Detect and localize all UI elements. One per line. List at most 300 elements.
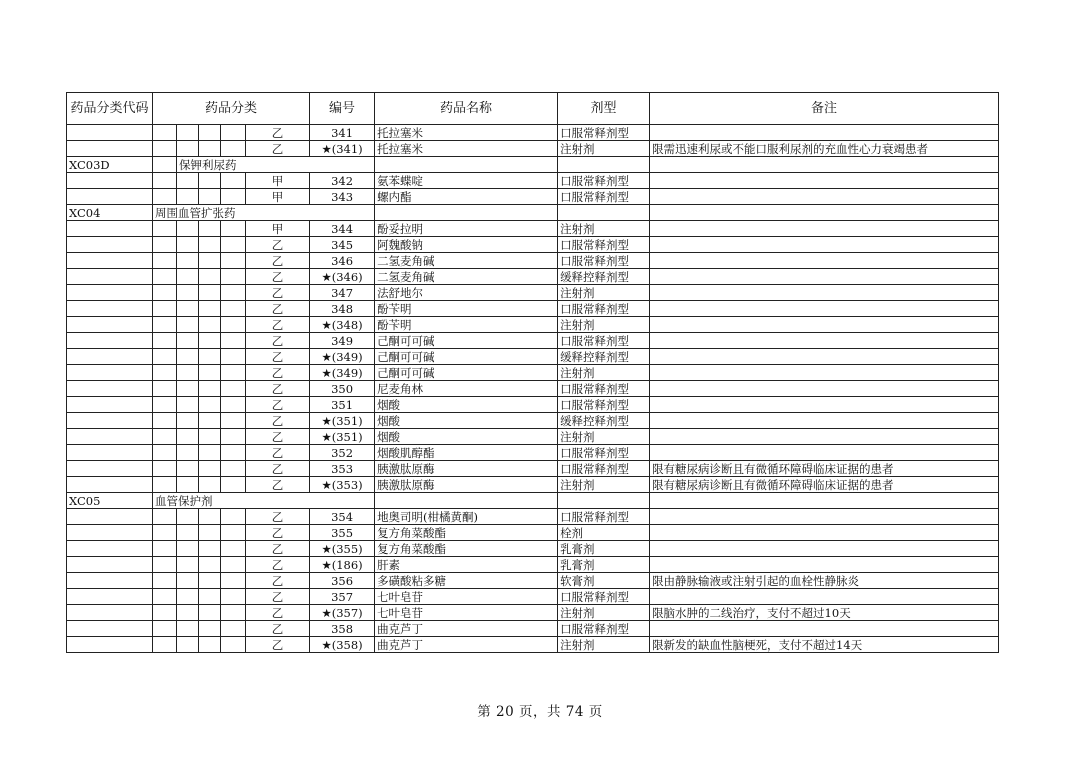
grade-cell: 甲 — [246, 221, 310, 237]
level-4-cell — [221, 541, 246, 557]
remark-cell — [650, 429, 999, 445]
grade-cell: 乙 — [246, 445, 310, 461]
header-remark: 备注 — [650, 93, 999, 125]
level-4-cell — [221, 125, 246, 141]
remark-cell — [650, 509, 999, 525]
number-cell: 345 — [310, 237, 375, 253]
remark-cell — [650, 349, 999, 365]
header-form: 剂型 — [558, 93, 650, 125]
number-cell: 348 — [310, 301, 375, 317]
form-cell — [558, 493, 650, 509]
level-4-cell — [221, 301, 246, 317]
dosage-form-cell: 注射剂 — [558, 429, 650, 445]
level-4-cell — [221, 445, 246, 461]
code-cell — [67, 269, 153, 285]
code-cell — [67, 461, 153, 477]
dosage-form-cell: 注射剂 — [558, 221, 650, 237]
drug-name-cell: 烟酸 — [375, 413, 558, 429]
level-4-cell — [221, 461, 246, 477]
remark-cell — [650, 541, 999, 557]
category-code: XC05 — [67, 493, 153, 509]
grade-cell: 乙 — [246, 429, 310, 445]
grade-cell: 乙 — [246, 365, 310, 381]
table-row — [67, 141, 999, 157]
category-code: XC03D — [67, 157, 153, 173]
table-row — [67, 557, 999, 573]
level-4-cell — [221, 477, 246, 493]
table-row — [67, 605, 999, 621]
number-cell: ★(353) — [310, 477, 375, 493]
number-cell: 346 — [310, 253, 375, 269]
code-cell — [67, 621, 153, 637]
level-2-cell — [177, 285, 199, 301]
code-cell — [67, 525, 153, 541]
level-2-cell — [177, 461, 199, 477]
name-cell — [375, 205, 558, 221]
level-4-cell — [221, 429, 246, 445]
table-row — [67, 125, 999, 141]
grade-cell: 乙 — [246, 525, 310, 541]
level-1-cell — [153, 541, 177, 557]
table-row — [67, 365, 999, 381]
code-cell — [67, 173, 153, 189]
code-cell — [67, 237, 153, 253]
grade-cell: 乙 — [246, 541, 310, 557]
level-3-cell — [199, 461, 221, 477]
drug-name-cell: 七叶皂苷 — [375, 589, 558, 605]
drug-catalog-sheet — [66, 92, 998, 653]
level-2-cell — [177, 589, 199, 605]
category-label: 周围血管扩张药 — [153, 205, 375, 221]
level-3-cell — [199, 173, 221, 189]
drug-name-cell: 己酮可可碱 — [375, 333, 558, 349]
level-4-cell — [221, 253, 246, 269]
form-cell — [558, 157, 650, 173]
level-3-cell — [199, 269, 221, 285]
number-cell: ★(357) — [310, 605, 375, 621]
header-category: 药品分类 — [153, 93, 310, 125]
number-cell: ★(349) — [310, 365, 375, 381]
dosage-form-cell: 口服常释剂型 — [558, 173, 650, 189]
code-cell — [67, 397, 153, 413]
table-row — [67, 621, 999, 637]
code-cell — [67, 541, 153, 557]
remark-cell — [650, 525, 999, 541]
level-4-cell — [221, 333, 246, 349]
level-3-cell — [199, 141, 221, 157]
level-3-cell — [199, 317, 221, 333]
level-1-cell — [153, 445, 177, 461]
section-row — [67, 157, 999, 173]
level-4-cell — [221, 573, 246, 589]
number-cell: ★(346) — [310, 269, 375, 285]
level-2-cell — [177, 125, 199, 141]
level-1-cell — [153, 573, 177, 589]
level-3-cell — [199, 285, 221, 301]
level-4-cell — [221, 637, 246, 653]
drug-name-cell: 己酮可可碱 — [375, 365, 558, 381]
dosage-form-cell: 口服常释剂型 — [558, 333, 650, 349]
level-2-cell — [177, 557, 199, 573]
level-4-cell — [221, 397, 246, 413]
level-1-cell — [153, 141, 177, 157]
drug-name-cell: 复方角菜酸酯 — [375, 525, 558, 541]
number-cell: 349 — [310, 333, 375, 349]
level-4-cell — [221, 141, 246, 157]
level-2-cell — [177, 637, 199, 653]
level-2-cell — [177, 253, 199, 269]
code-cell — [67, 189, 153, 205]
number-cell: ★(355) — [310, 541, 375, 557]
drug-name-cell: 烟酸 — [375, 397, 558, 413]
section-row — [67, 493, 999, 509]
code-cell — [67, 349, 153, 365]
level-4-cell — [221, 605, 246, 621]
drug-name-cell: 肝素 — [375, 557, 558, 573]
grade-cell: 甲 — [246, 173, 310, 189]
number-cell: 355 — [310, 525, 375, 541]
table-row — [67, 221, 999, 237]
table-row — [67, 333, 999, 349]
number-cell: 357 — [310, 589, 375, 605]
level-2-cell — [177, 605, 199, 621]
grade-cell: 乙 — [246, 573, 310, 589]
code-cell — [67, 445, 153, 461]
dosage-form-cell: 乳膏剂 — [558, 557, 650, 573]
remark-cell — [650, 413, 999, 429]
category-label: 血管保护剂 — [153, 493, 375, 509]
level-4-cell — [221, 509, 246, 525]
dosage-form-cell: 口服常释剂型 — [558, 621, 650, 637]
number-cell: 350 — [310, 381, 375, 397]
level-2-cell — [177, 269, 199, 285]
level-2-cell — [177, 189, 199, 205]
code-cell — [67, 637, 153, 653]
drug-name-cell: 氨苯蝶啶 — [375, 173, 558, 189]
code-cell — [67, 365, 153, 381]
header-name: 药品名称 — [375, 93, 558, 125]
remark-cell — [650, 269, 999, 285]
grade-cell: 甲 — [246, 189, 310, 205]
remark-cell: 限新发的缺血性脑梗死，支付不超过14天 — [650, 637, 999, 653]
code-cell — [67, 477, 153, 493]
remark-cell — [650, 589, 999, 605]
name-cell — [375, 493, 558, 509]
section-row — [67, 205, 999, 221]
level-1-cell — [153, 509, 177, 525]
dosage-form-cell: 口服常释剂型 — [558, 445, 650, 461]
level-3-cell — [199, 525, 221, 541]
remark-cell — [650, 333, 999, 349]
category-label: 保钾利尿药 — [177, 157, 375, 173]
number-cell: 351 — [310, 397, 375, 413]
level-2-cell — [177, 333, 199, 349]
remark-cell — [650, 301, 999, 317]
code-cell — [67, 509, 153, 525]
level-2-cell — [177, 237, 199, 253]
code-cell — [67, 253, 153, 269]
level-4-cell — [221, 365, 246, 381]
level-2-cell — [177, 525, 199, 541]
drug-name-cell: 胰激肽原酶 — [375, 461, 558, 477]
drug-name-cell: 二氢麦角碱 — [375, 269, 558, 285]
table-row — [67, 269, 999, 285]
table-row — [67, 477, 999, 493]
header-code: 药品分类代码 — [67, 93, 153, 125]
drug-name-cell: 七叶皂苷 — [375, 605, 558, 621]
drug-name-cell: 螺内酯 — [375, 189, 558, 205]
number-cell: 347 — [310, 285, 375, 301]
level-2-cell — [177, 477, 199, 493]
level-2-cell — [177, 445, 199, 461]
dosage-form-cell: 注射剂 — [558, 637, 650, 653]
drug-name-cell: 复方角菜酸酯 — [375, 541, 558, 557]
remark-cell: 限由静脉输液或注射引起的血栓性静脉炎 — [650, 573, 999, 589]
level-1-cell — [153, 317, 177, 333]
remark-cell — [650, 381, 999, 397]
number-cell: ★(351) — [310, 429, 375, 445]
level-3-cell — [199, 349, 221, 365]
grade-cell: 乙 — [246, 413, 310, 429]
dosage-form-cell: 注射剂 — [558, 477, 650, 493]
code-cell — [67, 301, 153, 317]
level-2-cell — [177, 509, 199, 525]
remark-cell: 限脑水肿的二线治疗，支付不超过10天 — [650, 605, 999, 621]
dosage-form-cell: 口服常释剂型 — [558, 509, 650, 525]
table-row — [67, 637, 999, 653]
level-4-cell — [221, 589, 246, 605]
code-cell — [67, 573, 153, 589]
code-cell — [67, 429, 153, 445]
level-1-cell — [153, 637, 177, 653]
drug-name-cell: 二氢麦角碱 — [375, 253, 558, 269]
remark-cell — [650, 365, 999, 381]
drug-name-cell: 多磺酸粘多糖 — [375, 573, 558, 589]
level-3-cell — [199, 301, 221, 317]
grade-cell: 乙 — [246, 349, 310, 365]
drug-name-cell: 胰激肽原酶 — [375, 477, 558, 493]
level-4-cell — [221, 285, 246, 301]
code-cell — [67, 125, 153, 141]
number-cell: ★(349) — [310, 349, 375, 365]
remark-cell — [650, 397, 999, 413]
dosage-form-cell: 缓释控释剂型 — [558, 413, 650, 429]
level-1-cell — [153, 525, 177, 541]
remark-cell — [650, 445, 999, 461]
number-cell: 354 — [310, 509, 375, 525]
level-1-cell — [153, 221, 177, 237]
level-1-cell — [153, 301, 177, 317]
level-3-cell — [199, 397, 221, 413]
form-cell — [558, 205, 650, 221]
code-cell — [67, 141, 153, 157]
level-3-cell — [199, 605, 221, 621]
dosage-form-cell: 注射剂 — [558, 141, 650, 157]
dosage-form-cell: 口服常释剂型 — [558, 397, 650, 413]
drug-name-cell: 酚妥拉明 — [375, 221, 558, 237]
table-row — [67, 413, 999, 429]
dosage-form-cell: 缓释控释剂型 — [558, 269, 650, 285]
level-3-cell — [199, 413, 221, 429]
level-1-cell — [153, 461, 177, 477]
level-3-cell — [199, 557, 221, 573]
number-cell: 343 — [310, 189, 375, 205]
level-2-cell — [177, 317, 199, 333]
level-1-cell — [153, 365, 177, 381]
number-cell: 356 — [310, 573, 375, 589]
number-cell: ★(186) — [310, 557, 375, 573]
level-3-cell — [199, 445, 221, 461]
level-1-cell — [153, 557, 177, 573]
level-3-cell — [199, 429, 221, 445]
remark-cell — [650, 125, 999, 141]
grade-cell: 乙 — [246, 301, 310, 317]
code-cell — [67, 221, 153, 237]
table-row — [67, 445, 999, 461]
remark-cell: 限有糖尿病诊断且有微循环障碍临床证据的患者 — [650, 461, 999, 477]
level-1-cell — [153, 285, 177, 301]
level-2-cell — [177, 621, 199, 637]
level-1-cell — [153, 253, 177, 269]
drug-name-cell: 阿魏酸钠 — [375, 237, 558, 253]
table-row — [67, 285, 999, 301]
remark-cell — [650, 157, 999, 173]
table-body — [67, 125, 999, 653]
table-row — [67, 349, 999, 365]
dosage-form-cell: 注射剂 — [558, 317, 650, 333]
level-2-cell — [177, 365, 199, 381]
level-2-cell — [177, 381, 199, 397]
drug-name-cell: 烟酸 — [375, 429, 558, 445]
dosage-form-cell: 乳膏剂 — [558, 541, 650, 557]
level-2-cell — [177, 301, 199, 317]
level-3-cell — [199, 637, 221, 653]
grade-cell: 乙 — [246, 317, 310, 333]
code-cell — [67, 413, 153, 429]
table-row — [67, 189, 999, 205]
level-2-cell — [177, 573, 199, 589]
number-cell: ★(351) — [310, 413, 375, 429]
drug-name-cell: 己酮可可碱 — [375, 349, 558, 365]
level-4-cell — [221, 381, 246, 397]
table-row — [67, 253, 999, 269]
dosage-form-cell: 缓释控释剂型 — [558, 349, 650, 365]
table-row — [67, 509, 999, 525]
level-3-cell — [199, 573, 221, 589]
table-row — [67, 301, 999, 317]
level-1-cell — [153, 381, 177, 397]
dosage-form-cell: 栓剂 — [558, 525, 650, 541]
remark-cell — [650, 173, 999, 189]
level-2-cell — [177, 541, 199, 557]
code-cell — [67, 557, 153, 573]
code-cell — [67, 333, 153, 349]
remark-cell — [650, 557, 999, 573]
level-3-cell — [199, 621, 221, 637]
level-4-cell — [221, 173, 246, 189]
code-cell — [67, 589, 153, 605]
grade-cell: 乙 — [246, 621, 310, 637]
indent-cell — [153, 157, 177, 173]
number-cell: 353 — [310, 461, 375, 477]
drug-name-cell: 法舒地尔 — [375, 285, 558, 301]
name-cell — [375, 157, 558, 173]
dosage-form-cell: 口服常释剂型 — [558, 301, 650, 317]
remark-cell — [650, 237, 999, 253]
level-1-cell — [153, 605, 177, 621]
level-3-cell — [199, 253, 221, 269]
code-cell — [67, 381, 153, 397]
grade-cell: 乙 — [246, 461, 310, 477]
number-cell: ★(358) — [310, 637, 375, 653]
number-cell: 342 — [310, 173, 375, 189]
table-row — [67, 397, 999, 413]
table-row — [67, 541, 999, 557]
dosage-form-cell: 口服常释剂型 — [558, 125, 650, 141]
remark-cell — [650, 493, 999, 509]
number-cell: 341 — [310, 125, 375, 141]
drug-name-cell: 托拉塞米 — [375, 125, 558, 141]
grade-cell: 乙 — [246, 477, 310, 493]
level-4-cell — [221, 349, 246, 365]
level-1-cell — [153, 125, 177, 141]
table-row — [67, 237, 999, 253]
dosage-form-cell: 注射剂 — [558, 365, 650, 381]
level-3-cell — [199, 333, 221, 349]
level-2-cell — [177, 221, 199, 237]
remark-cell: 限有糖尿病诊断且有微循环障碍临床证据的患者 — [650, 477, 999, 493]
grade-cell: 乙 — [246, 141, 310, 157]
remark-cell: 限需迅速利尿或不能口服利尿剂的充血性心力衰竭患者 — [650, 141, 999, 157]
number-cell: 358 — [310, 621, 375, 637]
grade-cell: 乙 — [246, 253, 310, 269]
level-3-cell — [199, 125, 221, 141]
level-1-cell — [153, 397, 177, 413]
table-row — [67, 429, 999, 445]
dosage-form-cell: 口服常释剂型 — [558, 189, 650, 205]
dosage-form-cell: 口服常释剂型 — [558, 381, 650, 397]
table-row — [67, 381, 999, 397]
drug-catalog-table — [66, 92, 999, 653]
table-row — [67, 573, 999, 589]
drug-name-cell: 曲克芦丁 — [375, 637, 558, 653]
level-1-cell — [153, 237, 177, 253]
level-4-cell — [221, 621, 246, 637]
number-cell: ★(341) — [310, 141, 375, 157]
drug-name-cell: 酚苄明 — [375, 301, 558, 317]
level-2-cell — [177, 429, 199, 445]
grade-cell: 乙 — [246, 589, 310, 605]
remark-cell — [650, 317, 999, 333]
dosage-form-cell: 口服常释剂型 — [558, 237, 650, 253]
level-4-cell — [221, 557, 246, 573]
drug-name-cell: 托拉塞米 — [375, 141, 558, 157]
level-3-cell — [199, 189, 221, 205]
level-2-cell — [177, 173, 199, 189]
remark-cell — [650, 621, 999, 637]
level-3-cell — [199, 237, 221, 253]
level-4-cell — [221, 525, 246, 541]
dosage-form-cell: 注射剂 — [558, 605, 650, 621]
grade-cell: 乙 — [246, 509, 310, 525]
remark-cell — [650, 205, 999, 221]
level-4-cell — [221, 189, 246, 205]
level-4-cell — [221, 237, 246, 253]
dosage-form-cell: 注射剂 — [558, 285, 650, 301]
level-1-cell — [153, 429, 177, 445]
grade-cell: 乙 — [246, 125, 310, 141]
remark-cell — [650, 253, 999, 269]
